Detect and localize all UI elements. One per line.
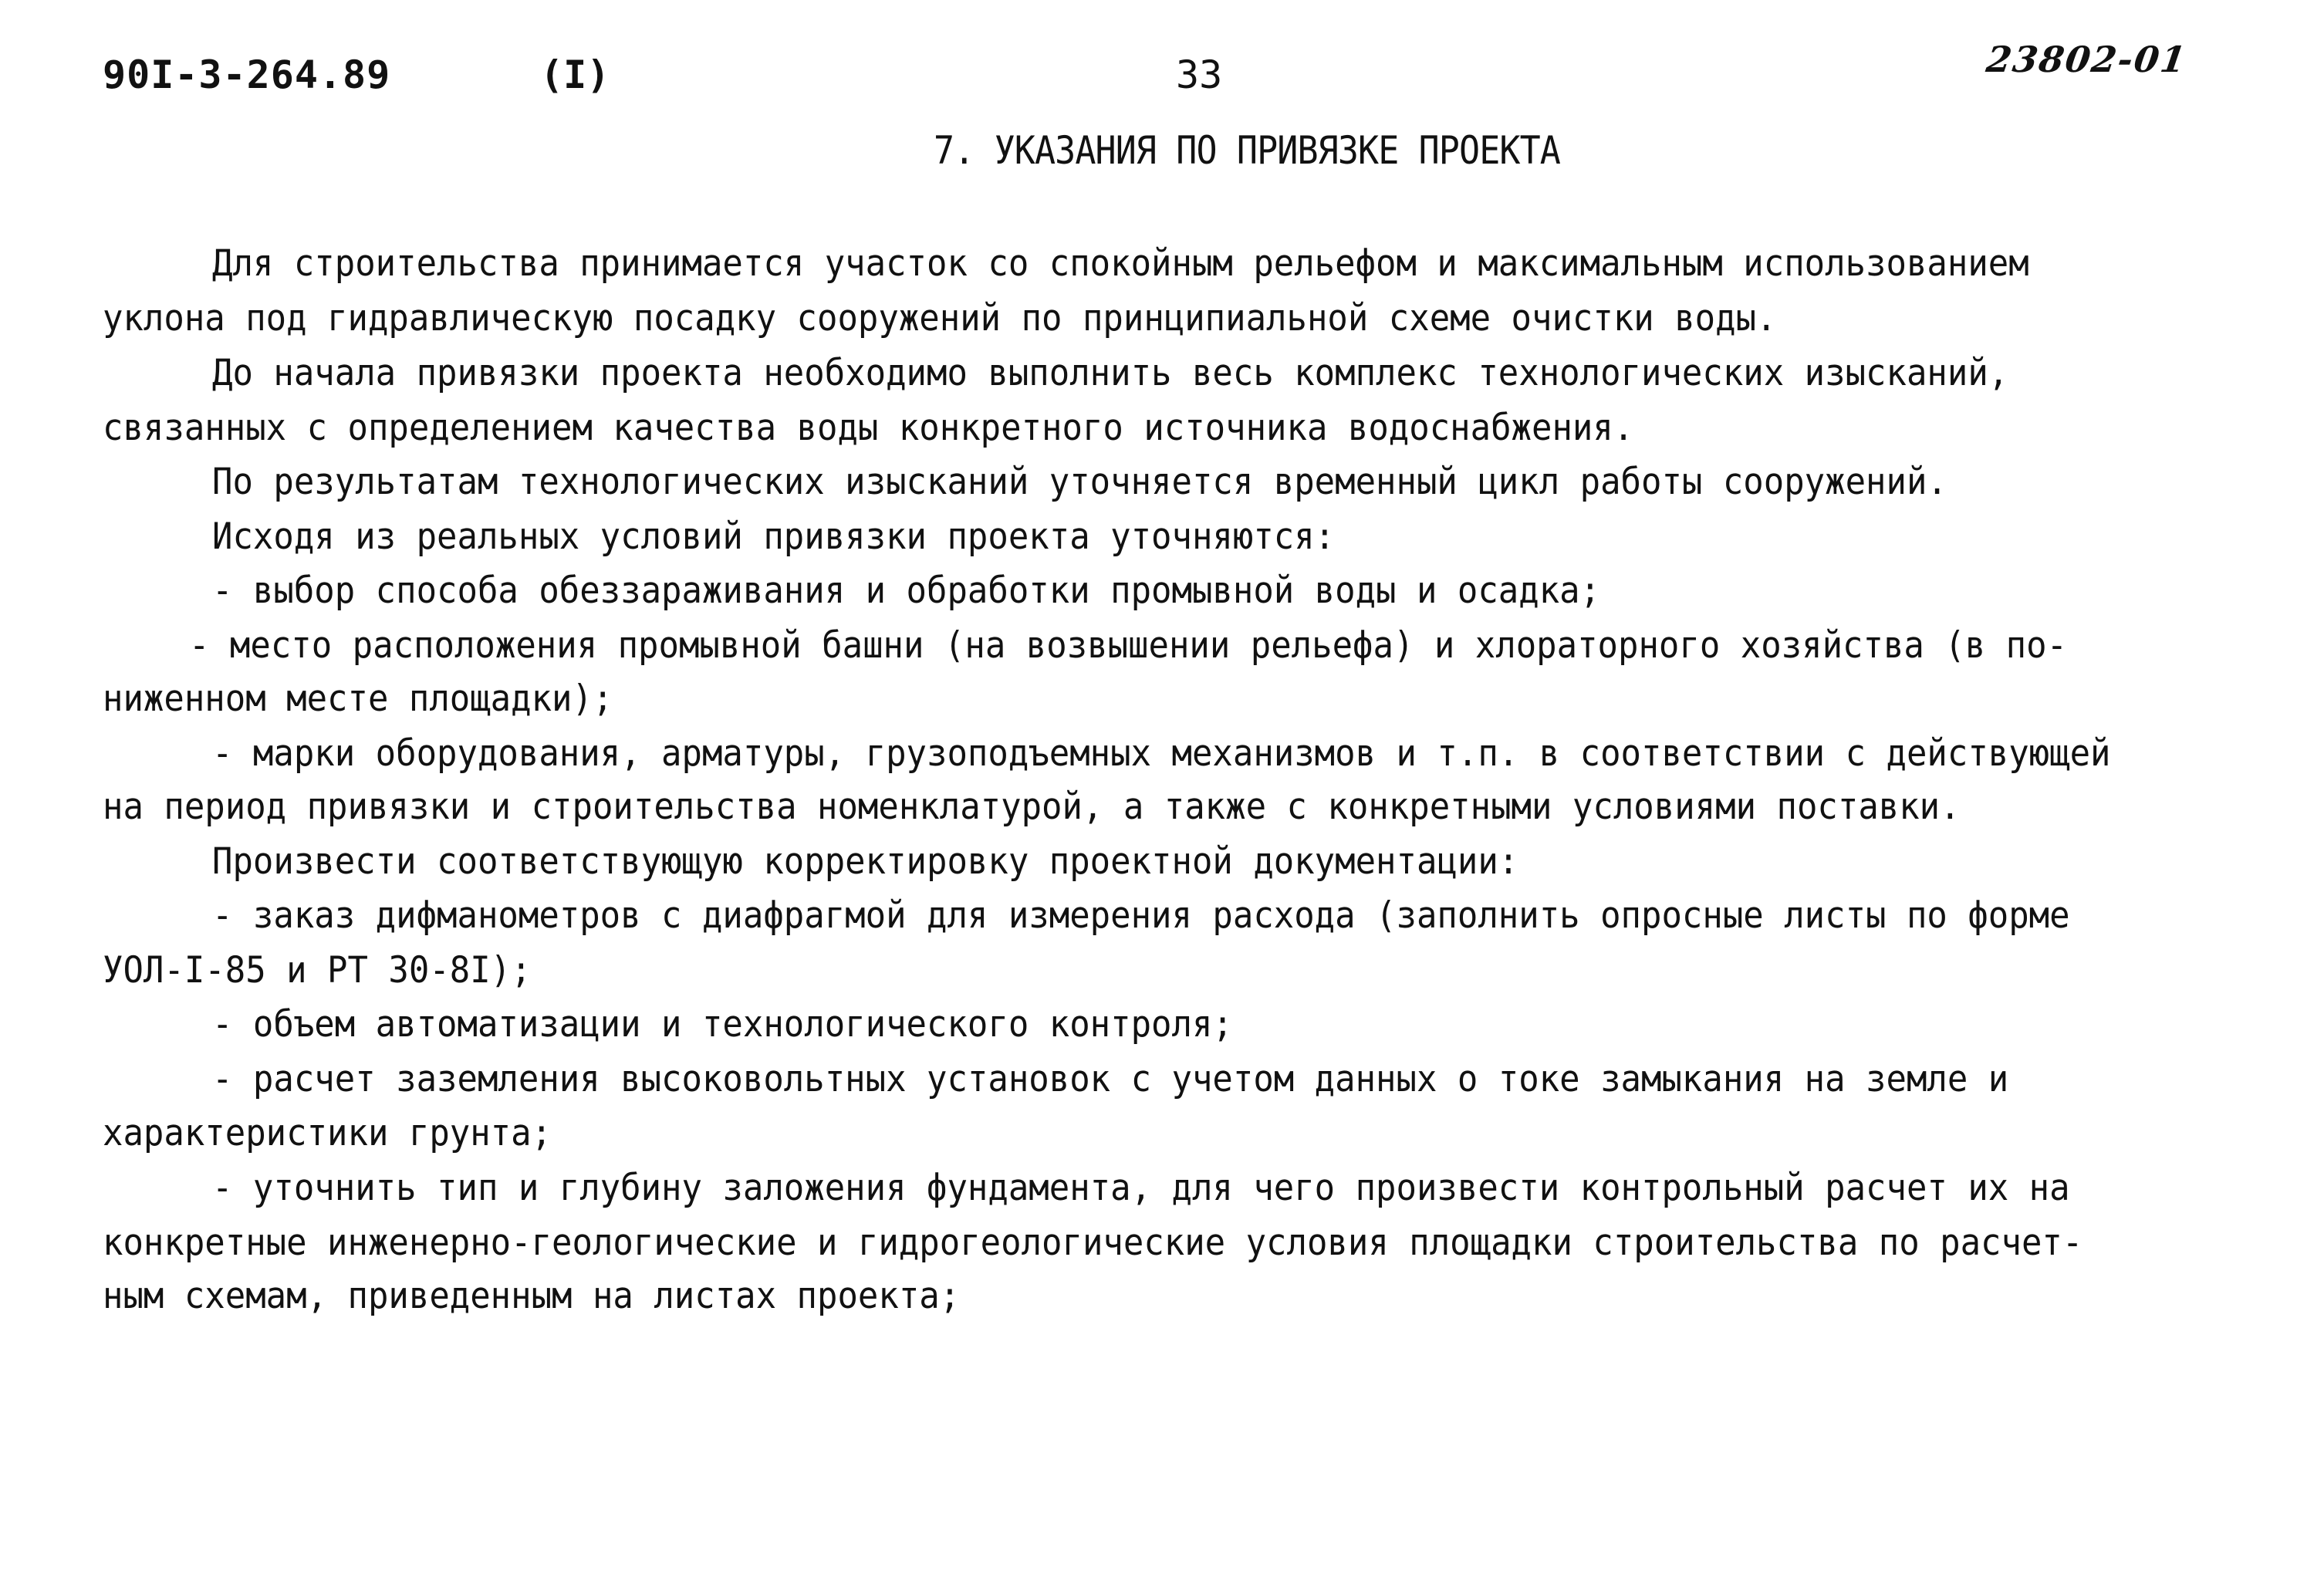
body-line: - расчет заземления высоковольтных установок с учетом данных о токе замыкания на земле и	[212, 1058, 2009, 1100]
body-line: ным схемам, приведенным на листах проекта;	[103, 1275, 961, 1317]
document-part: (I)	[540, 52, 610, 97]
body-line: - объем автоматизации и технологического контроля;	[212, 1003, 1233, 1046]
body-line: - место расположения промывной башни (на возвышении рельефа) и хлораторного хозяйства (в по-	[189, 624, 2068, 667]
body-line: - уточнить тип и глубину заложения фундамента, для чего произвести контрольный расчет их на	[212, 1167, 2070, 1209]
body-line: конкретные инженерно-геологические и гидрогеологические условия площадки строительства по расчет-	[103, 1222, 2083, 1264]
body-line: на период привязки и строительства номенклатурой, а также с конкретными условиями поставки.	[103, 786, 1961, 828]
page-number: 33	[1176, 52, 1223, 97]
body-line: До начала привязки проекта необходимо выполнить весь комплекс технологических изысканий,	[212, 352, 2009, 394]
archive-number: 23802-01	[1984, 39, 2190, 80]
body-line: Для строительства принимается участок со спокойным рельефом и максимальным использованием	[212, 242, 2029, 285]
document-code: 90I-3-264.89	[103, 52, 391, 97]
body-line: Исходя из реальных условий привязки проекта уточняются:	[212, 515, 1336, 558]
body-line: - марки оборудования, арматуры, грузоподъемных механизмов и т.п. в соответствии с действующей	[212, 732, 2111, 775]
body-line: - выбор способа обеззараживания и обработки промывной воды и осадка;	[212, 569, 1601, 612]
body-line: УОЛ-I-85 и РТ 30-8I);	[103, 949, 532, 992]
body-line: ниженном месте площадки);	[103, 678, 613, 720]
body-line: - заказ дифманометров с диафрагмой для измерения расхода (заполнить опросные листы по форме	[212, 894, 2070, 937]
body-line: связанных с определением качества воды конкретного источника водоснабжения.	[103, 407, 1634, 449]
section-title: 7. УКАЗАНИЯ ПО ПРИВЯЗКЕ ПРОЕКТА	[934, 128, 1560, 173]
body-line: Произвести соответствующую корректировку проектной документации:	[212, 840, 1519, 883]
body-line: По результатам технологических изысканий уточняется временный цикл работы сооружений.	[212, 461, 1947, 503]
body-line: уклона под гидравлическую посадку сооружений по принципиальной схеме очистки воды.	[103, 297, 1777, 340]
body-line: характеристики грунта;	[103, 1112, 552, 1154]
